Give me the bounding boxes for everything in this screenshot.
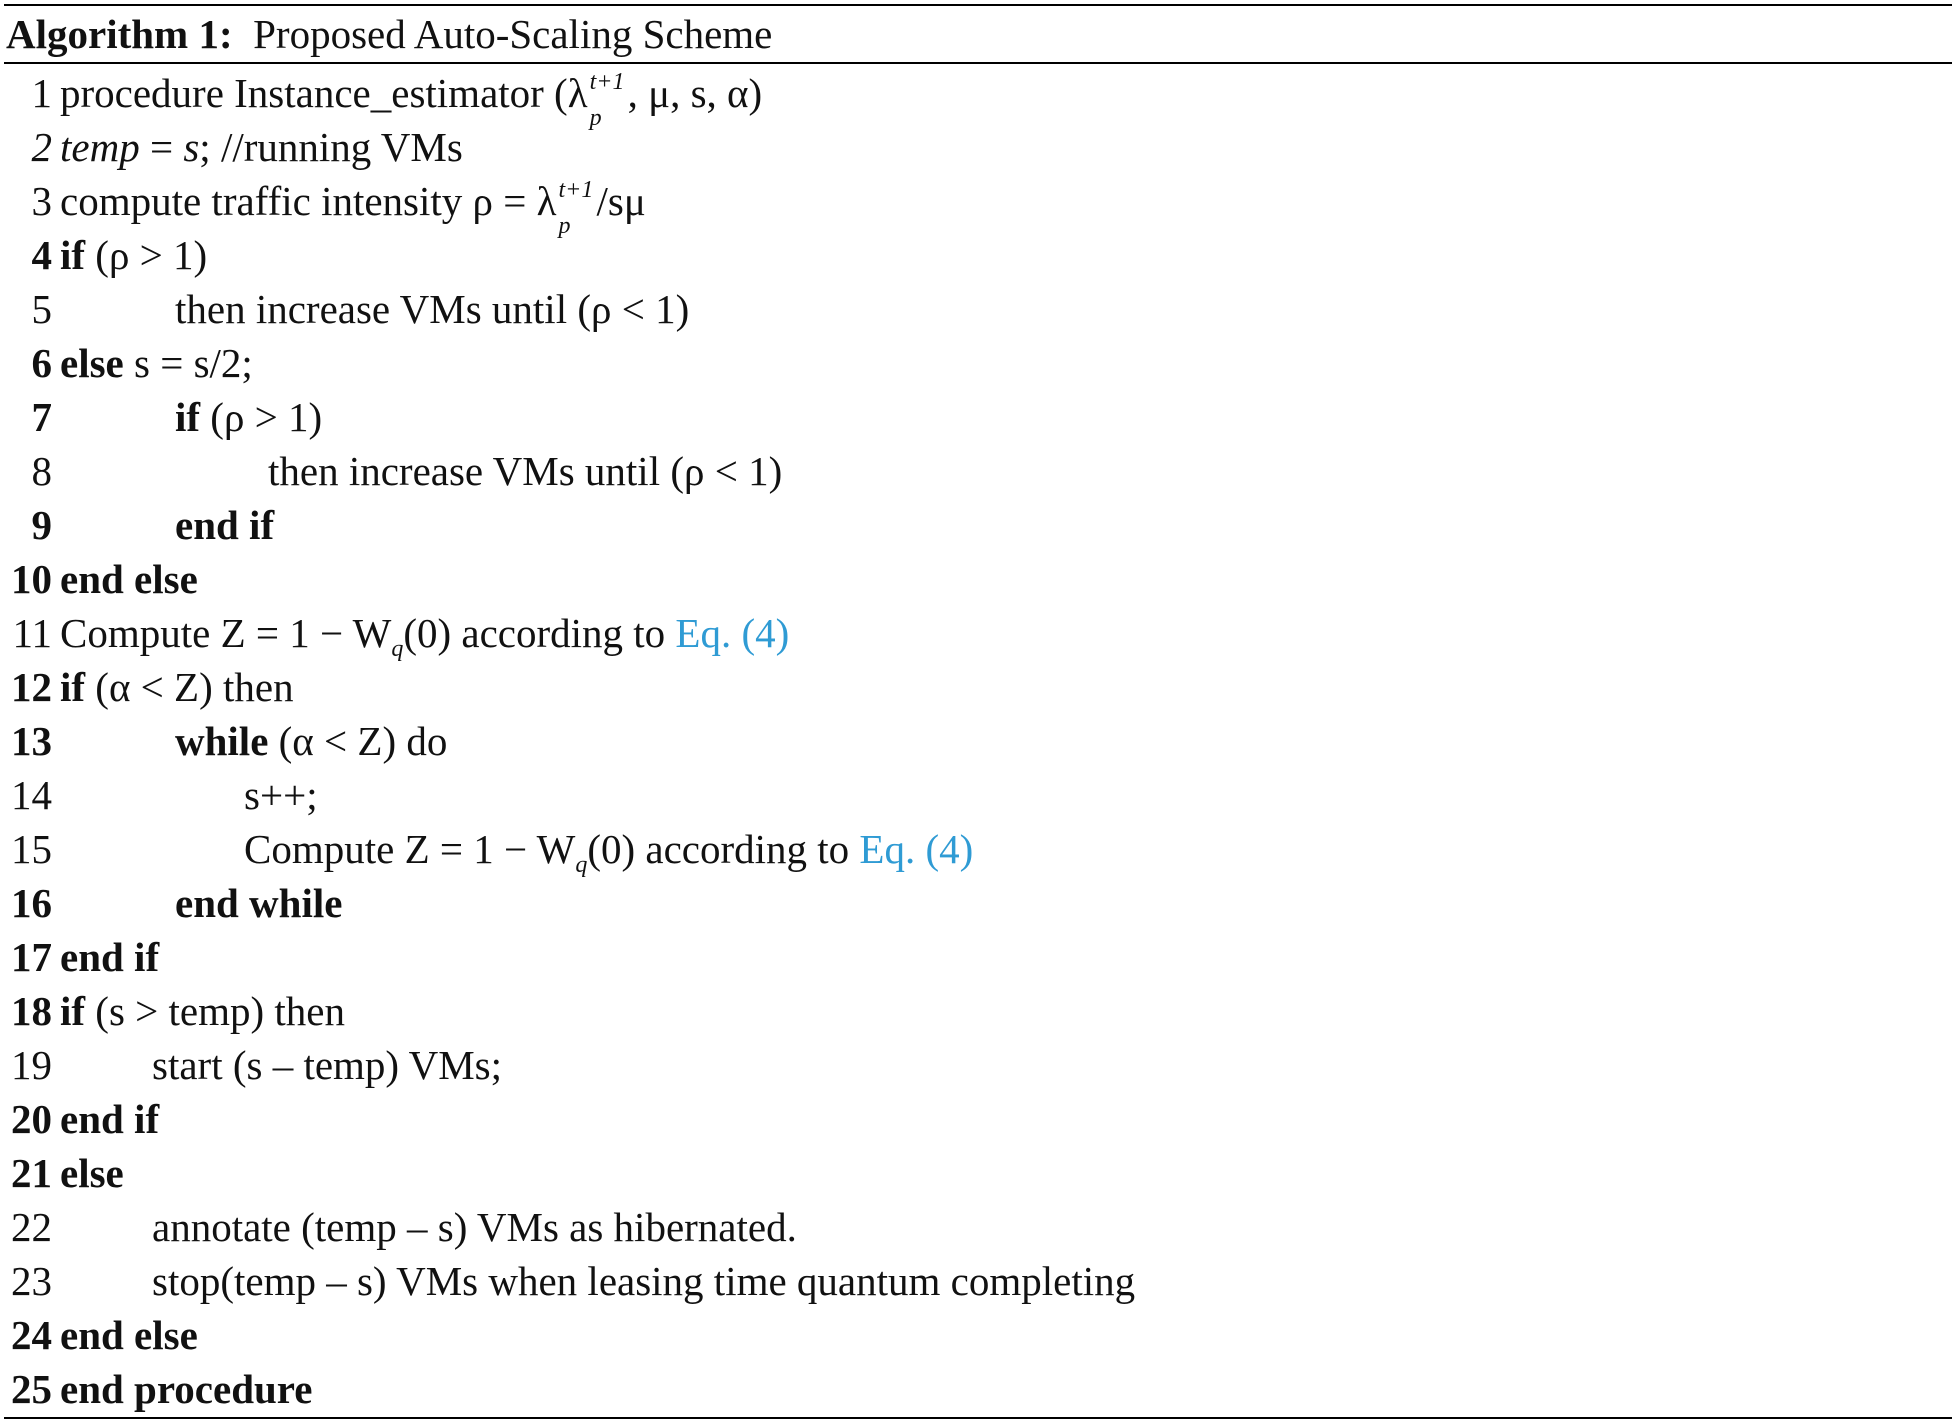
line-text: s++; bbox=[244, 772, 318, 818]
line-number: 21 bbox=[11, 1150, 52, 1196]
equation-link[interactable]: Eq. (4) bbox=[675, 610, 790, 656]
line-text: then increase VMs until (ρ < 1) bbox=[268, 448, 783, 494]
line-number: 24 bbox=[11, 1312, 52, 1358]
line-number: 3 bbox=[31, 178, 52, 224]
line-text: if (ρ > 1) bbox=[60, 232, 208, 278]
line-number: 19 bbox=[11, 1042, 52, 1088]
equation-link[interactable]: Eq. (4) bbox=[859, 826, 974, 872]
line-number: 18 bbox=[11, 988, 52, 1034]
line-number: 2 bbox=[31, 124, 52, 170]
line-number: 16 bbox=[11, 880, 52, 926]
line-number: 6 bbox=[31, 340, 52, 386]
line-text: compute traffic intensity ρ = λ t+1 p /sμ bbox=[60, 177, 646, 239]
line-text: temp = s; //running VMs bbox=[60, 124, 463, 170]
algorithm-title bbox=[6, 6, 772, 62]
algorithm-label: Algorithm 1: bbox=[6, 11, 233, 57]
line-number: 20 bbox=[11, 1096, 52, 1142]
line-text: end if bbox=[175, 502, 275, 548]
line-text: procedure Instance_estimator (λ t+1 p , μ, s, α) bbox=[60, 69, 763, 131]
line-number: 14 bbox=[11, 772, 52, 818]
line-number: 8 bbox=[31, 448, 52, 494]
line-number: 17 bbox=[11, 934, 52, 980]
line-text: end while bbox=[175, 880, 343, 926]
line-number: 25 bbox=[11, 1366, 52, 1412]
line-number: 10 bbox=[11, 556, 52, 602]
line-text: Compute $Z = 1 - W_q(0)$ according to Eq. (4) bbox=[244, 826, 974, 879]
line-text: end if bbox=[60, 934, 160, 980]
line-number: 11 bbox=[12, 610, 52, 656]
line-text: stop(temp – s) VMs when leasing time quantum completing bbox=[152, 1258, 1136, 1304]
line-text: end else bbox=[60, 1312, 198, 1358]
line-number: 1 bbox=[31, 70, 52, 116]
line-number: 22 bbox=[11, 1204, 52, 1250]
line-number: 4 bbox=[31, 232, 52, 278]
line-text: then increase VMs until (ρ < 1) bbox=[175, 286, 690, 332]
line-number: 13 bbox=[11, 718, 52, 764]
line-number: 5 bbox=[31, 286, 52, 332]
line-text: end procedure bbox=[60, 1366, 313, 1412]
line-text: annotate (temp – s) VMs as hibernated. bbox=[152, 1204, 797, 1250]
line-text: end if bbox=[60, 1096, 160, 1142]
line-text: if (α < Z) then bbox=[60, 664, 294, 710]
line-number: 15 bbox=[11, 826, 52, 872]
algorithm-name: Proposed Auto-Scaling Scheme bbox=[253, 11, 773, 57]
line-text: if (s > temp) then bbox=[60, 988, 346, 1034]
bottom-rule bbox=[4, 1417, 1952, 1419]
line-number: 9 bbox=[31, 502, 52, 548]
line-number: 12 bbox=[11, 664, 52, 710]
line-text: while (α < Z) do bbox=[175, 718, 448, 764]
line-number: 7 bbox=[31, 394, 52, 440]
line-text: else bbox=[60, 1150, 124, 1196]
line-number: 23 bbox=[11, 1258, 52, 1304]
line-text: start (s – temp) VMs; bbox=[152, 1042, 503, 1088]
line-text: if (ρ > 1) bbox=[175, 394, 323, 440]
line-text: end else bbox=[60, 556, 198, 602]
line-text: Compute $Z = 1 - W_q(0)$ according to Eq. (4) bbox=[60, 610, 790, 663]
header-rule bbox=[4, 62, 1952, 64]
line-text: else s = s/2; bbox=[60, 340, 253, 386]
